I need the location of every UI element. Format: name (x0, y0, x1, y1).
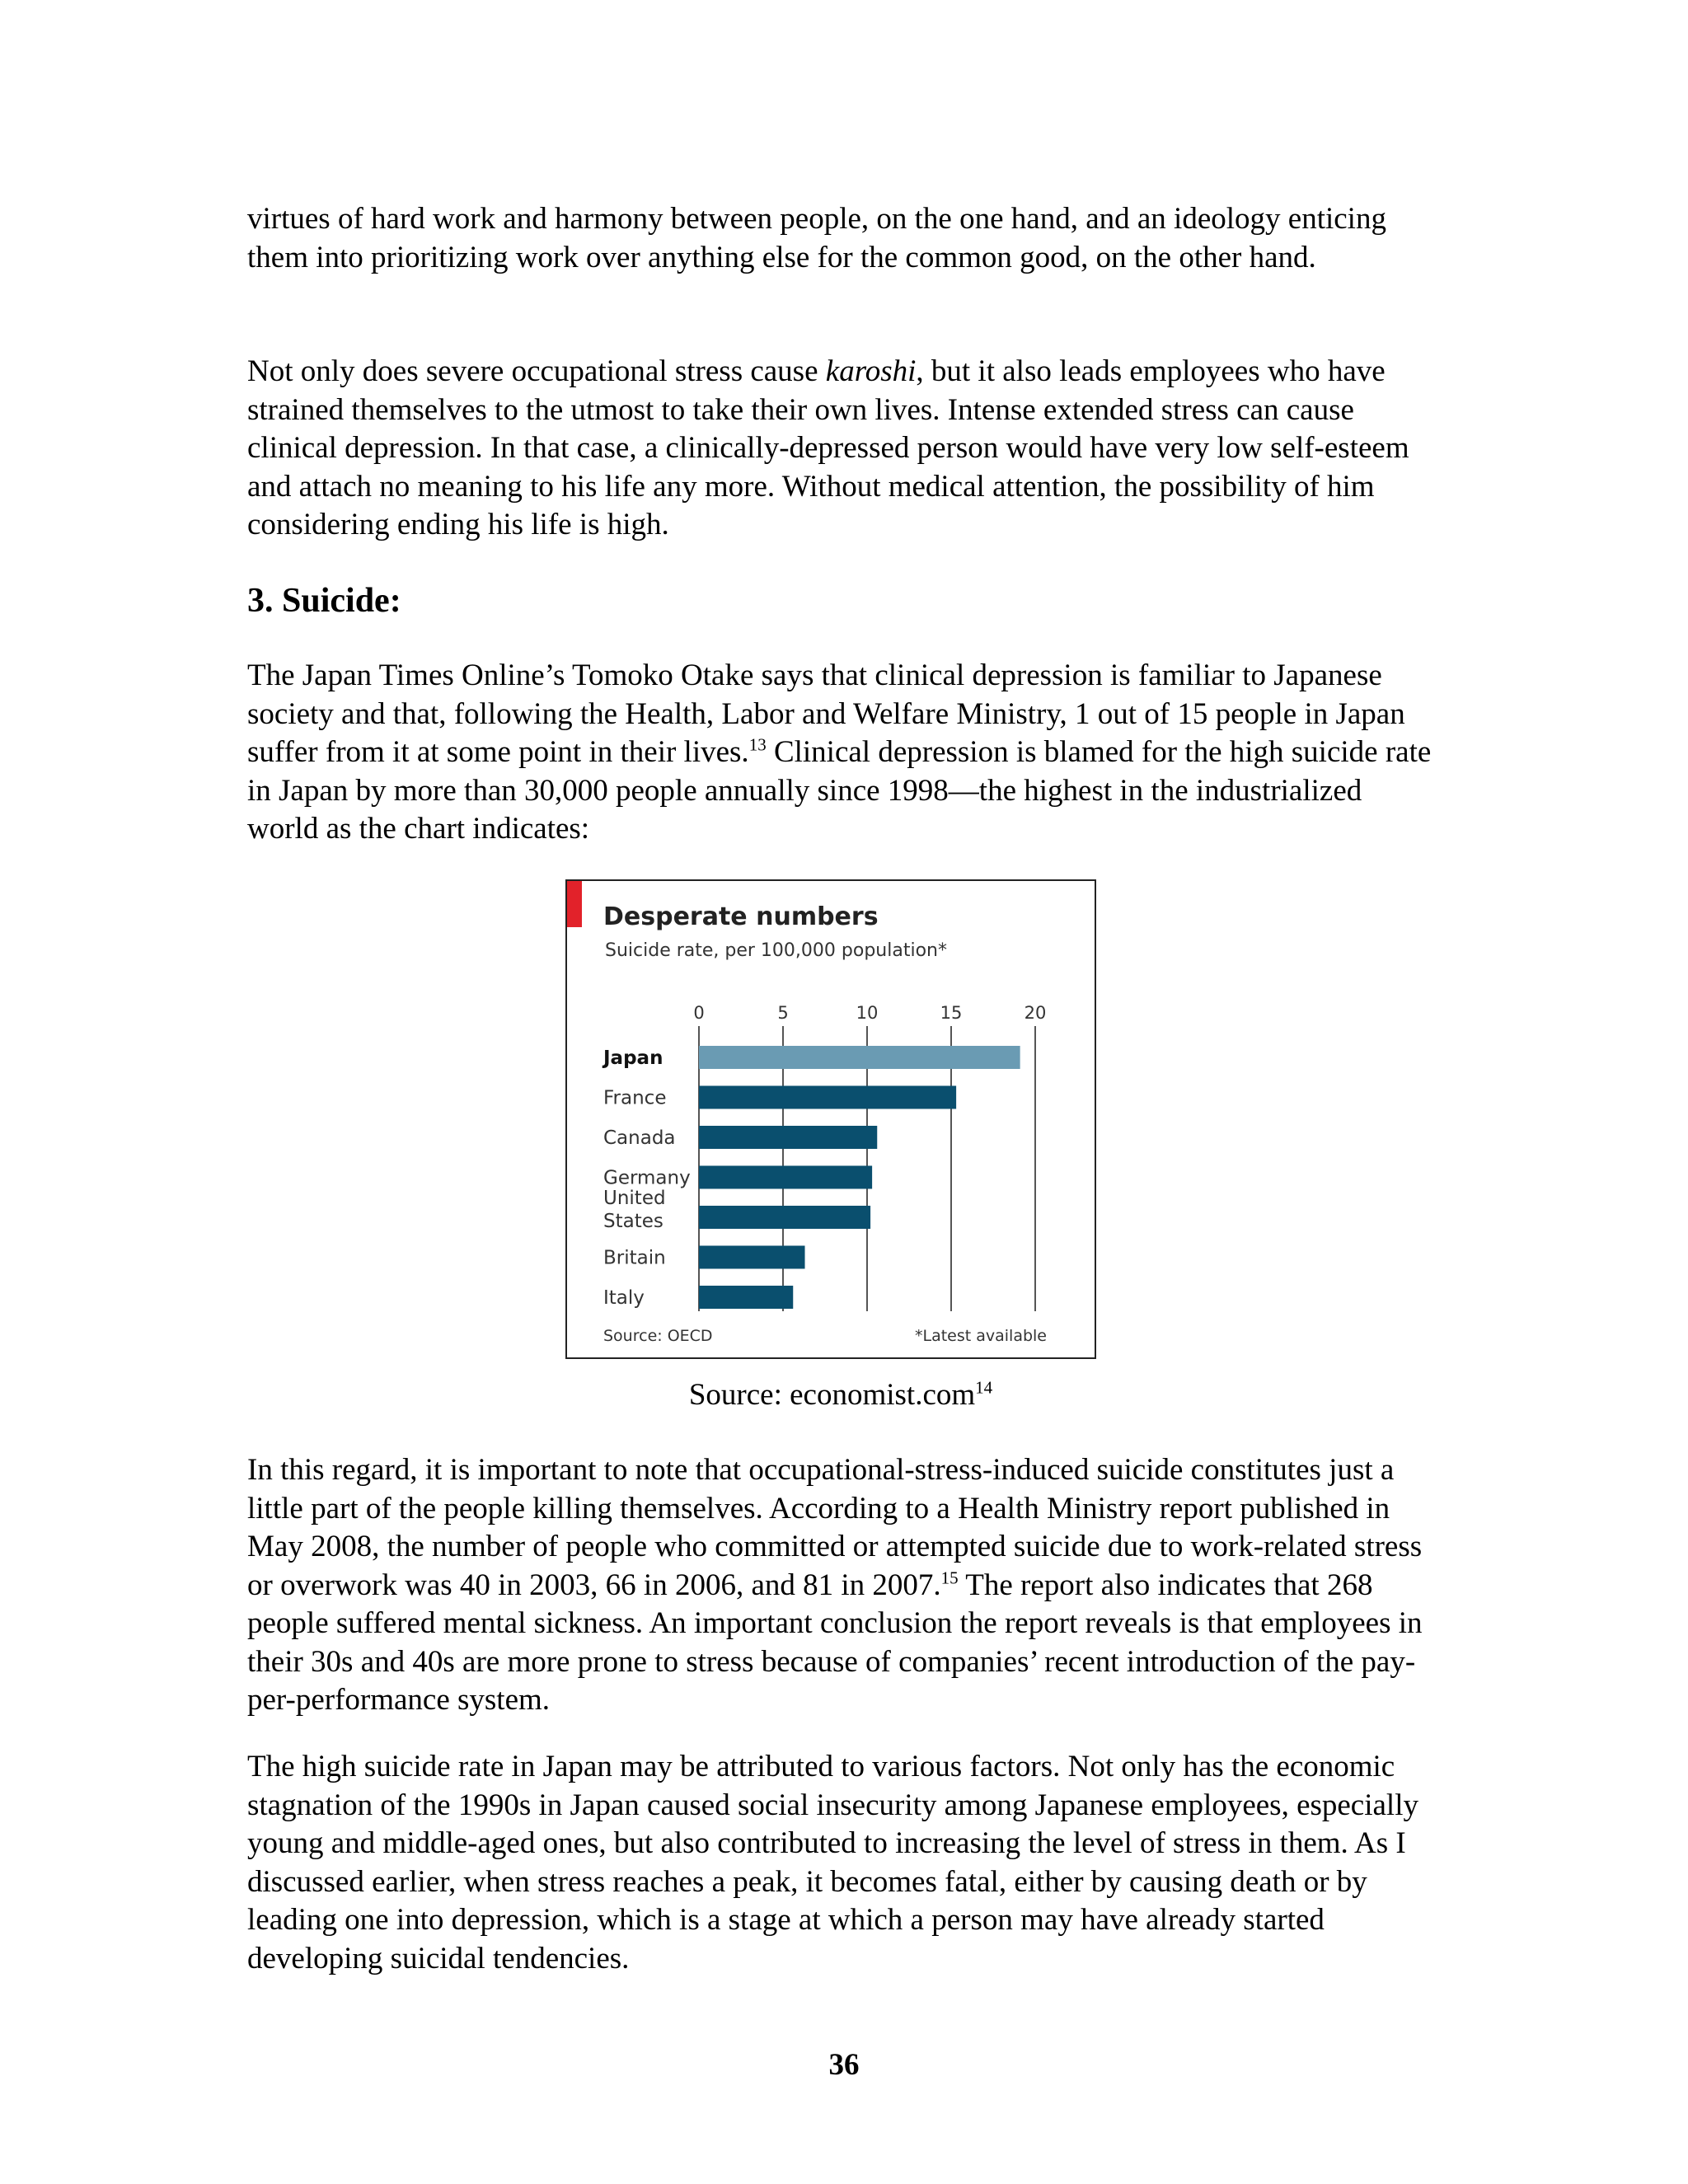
suicide-rate-chart (565, 879, 1096, 1359)
chart-caption-text: Source: economist.com (688, 1378, 976, 1412)
chart-tick-label-10: 10 (856, 1003, 879, 1023)
paragraph-health-ministry-report (247, 1451, 1434, 1720)
chart-category-label-canada: Canada (603, 1127, 676, 1149)
page-number: 36 (828, 2048, 860, 2082)
paragraph-depression-text-start: The Japan Times Online’s Tomoko Otake says that clinical depression is familiar to Japanese society and that, following the Health, Labor and Welfare Ministry, 1 out of 15 people in Japan suffer from it at some point in their lives. (247, 658, 1405, 769)
paragraph-karoshi-text-end: , but it also leads employees who have strained themselves to the utmost to take their own lives. Intense extended stress can cause clinical depression. In that case, a clinically-depressed person would have very low self-esteem and attach no meaning to his life any more. Without medical attention, the possibility of him considering ending his life is high. (247, 354, 1409, 541)
chart-source: Source: OECD (603, 1327, 713, 1345)
chart-tick-labels (693, 1003, 1046, 1023)
chart-canvas (567, 881, 1095, 1357)
paragraph-report-text-end: The report also indicates that 268 people suffered mental sickness. An important conclusion the report reveals is that employees in their 30s and 40s are more prone to stress because of companies’ recent introduction of the pay-per-performance system. (247, 1568, 1423, 1717)
chart-bar-france (699, 1086, 956, 1109)
chart-bar-japan (699, 1046, 1020, 1069)
section-heading-suicide: 3. Suicide: (247, 582, 401, 620)
paragraph-depression-text-end: Clinical depression is blamed for the high suicide rate in Japan by more than 30,000 people annually since 1998—the highest in the industrialized world as the chart indicates: (247, 735, 1432, 846)
chart-bar-britain (699, 1246, 805, 1269)
chart-bar-canada (699, 1126, 877, 1149)
chart-bar-germany (699, 1166, 872, 1189)
paragraph-intro-continuation: virtues of hard work and harmony between people, on the one hand, and an ideology enticing them into prioritizing work over anything else for the common good, on the other hand. (247, 202, 1386, 274)
footnote-ref-14[interactable]: 14 (975, 1377, 993, 1398)
chart-bar-united-states (699, 1206, 870, 1229)
chart-footnote: *Latest available (914, 1327, 1047, 1345)
chart-tick-label-5: 5 (777, 1003, 789, 1023)
chart-category-label-united-states: United States (603, 1188, 666, 1232)
chart-tick-label-15: 15 (940, 1003, 963, 1023)
chart-tick-label-0: 0 (693, 1003, 705, 1023)
chart-category-label-france: France (603, 1087, 667, 1109)
chart-bar-italy (699, 1286, 793, 1309)
paragraph-karoshi-text-start: Not only does severe occupational stress cause (247, 354, 826, 388)
chart-category-label-germany: Germany (603, 1167, 691, 1189)
footnote-ref-15[interactable]: 15 (940, 1568, 959, 1588)
karoshi-term: karoshi (825, 354, 917, 388)
chart-accent-bar (567, 881, 582, 927)
chart-tick-label-20: 20 (1024, 1003, 1047, 1023)
chart-title: Desperate numbers (603, 902, 879, 931)
chart-subtitle: Suicide rate, per 100,000 population* (605, 940, 947, 961)
chart-category-label-britain: Britain (603, 1247, 666, 1269)
chart-caption (247, 1376, 1434, 1414)
paragraph-karoshi (247, 353, 1434, 545)
paragraph-report-text-start: In this regard, it is important to note that occupational-stress-induced suicide constitutes just a little part of the people killing themselves. According to a Health Ministry report published in May 2008, the number of people who committed or attempted suicide due to work-related stress or overwork was 40 in 2003, 66 in 2006, and 81 in 2007. (247, 1453, 1423, 1602)
chart-category-label-italy: Italy (603, 1287, 645, 1309)
footnote-ref-13[interactable]: 13 (748, 734, 767, 755)
chart-category-label-japan: Japan (603, 1047, 663, 1069)
paragraph-clinical-depression (247, 657, 1434, 849)
chart-category-labels (602, 1047, 691, 1309)
chart-bars (699, 1046, 1020, 1309)
paragraph-suicide-factors: The high suicide rate in Japan may be attributed to various factors. Not only has the economic stagnation of the 1990s in Japan caused social insecurity among Japanese employees, especially young and middle-aged ones, but also contributed to increasing the level of stress in them. As I discussed earlier, when stress reaches a peak, it becomes fatal, either by causing death or by leading one into depression, which is a stage at which a person may have already started developing suicidal tendencies. (247, 1750, 1418, 1975)
